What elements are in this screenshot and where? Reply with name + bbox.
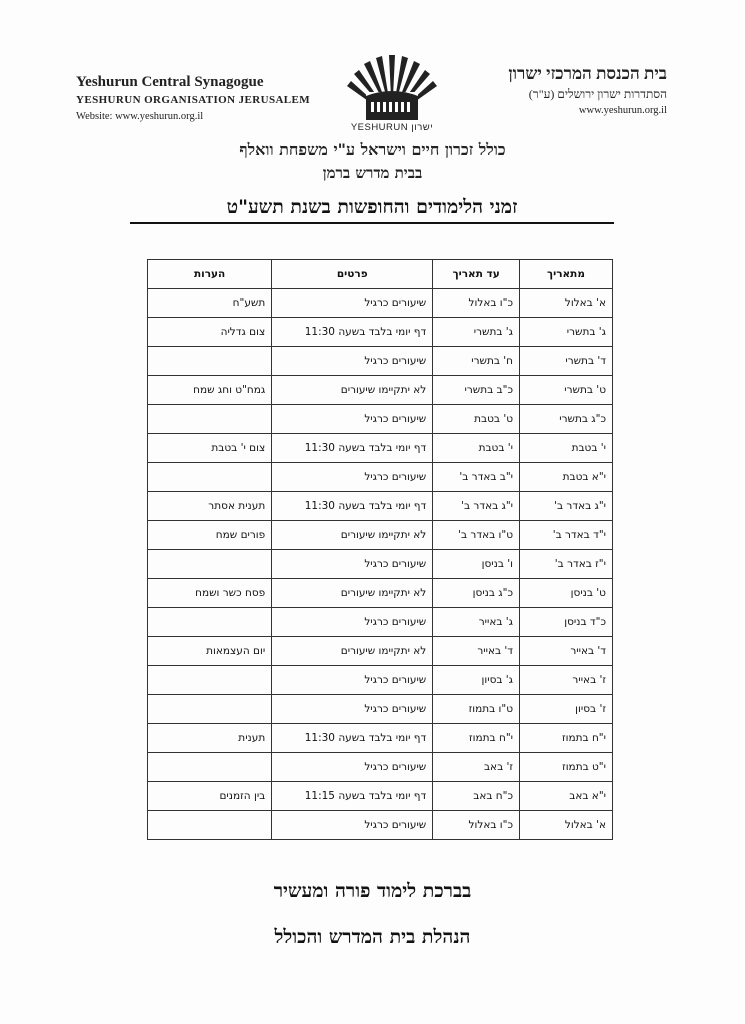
schedule-table <box>147 259 613 840</box>
cell-details: דף יומי בלבד בשעה 11:30 <box>272 318 433 347</box>
org-english-website: Website: www.yeshurun.org.il <box>76 111 204 122</box>
cell-to-date: י' בטבת <box>433 434 520 463</box>
cell-notes: צום י' בטבת <box>148 434 272 463</box>
cell-details: דף יומי בלבד בשעה 11:15 <box>272 782 433 811</box>
cell-details: שיעורים כרגיל <box>272 666 433 695</box>
cell-notes <box>148 811 272 840</box>
header-notes: הערות <box>148 260 272 289</box>
cell-from-date: י"א בטבת <box>520 463 613 492</box>
cell-details: שיעורים כרגיל <box>272 463 433 492</box>
org-english-name: Yeshurun Central Synagogue <box>76 74 264 90</box>
cell-to-date: ג' בתשרי <box>433 318 520 347</box>
cell-to-date: ז' באב <box>433 753 520 782</box>
cell-notes <box>148 463 272 492</box>
cell-details: לא יתקיימו שיעורים <box>272 521 433 550</box>
table-row <box>148 637 613 666</box>
cell-from-date: כ"ג בתשרי <box>520 405 613 434</box>
cell-details: דף יומי בלבד בשעה 11:30 <box>272 434 433 463</box>
cell-notes: צום גדליה <box>148 318 272 347</box>
table-row <box>148 666 613 695</box>
cell-notes <box>148 666 272 695</box>
table-row <box>148 550 613 579</box>
cell-details: שיעורים כרגיל <box>272 405 433 434</box>
cell-from-date: י"ז באדר ב' <box>520 550 613 579</box>
cell-to-date: ו' בניסן <box>433 550 520 579</box>
table-row <box>148 289 613 318</box>
table-row <box>148 405 613 434</box>
cell-details: לא יתקיימו שיעורים <box>272 376 433 405</box>
table-row <box>148 579 613 608</box>
table-row <box>148 318 613 347</box>
cell-to-date: כ"ח באב <box>433 782 520 811</box>
cell-notes <box>148 405 272 434</box>
cell-notes: פסח כשר ושמח <box>148 579 272 608</box>
header-from-date: מתאריך <box>520 260 613 289</box>
signature-line: הנהלת בית המדרש והכולל <box>274 926 471 948</box>
table-row <box>148 608 613 637</box>
cell-to-date: ט' בטבת <box>433 405 520 434</box>
org-hebrew-block <box>427 64 667 116</box>
table-row <box>148 492 613 521</box>
blessing-line: בברכת לימוד פורה ומעשיר <box>273 880 472 902</box>
cell-to-date: ג' בסיון <box>433 666 520 695</box>
table-row <box>148 347 613 376</box>
cell-notes: פורים שמח <box>148 521 272 550</box>
org-english-subtitle: YESHURUN ORGANISATION JERUSALEM <box>76 94 311 106</box>
cell-details: שיעורים כרגיל <box>272 550 433 579</box>
cell-to-date: ג' באייר <box>433 608 520 637</box>
cell-notes: תשע"ח <box>148 289 272 318</box>
table-row <box>148 434 613 463</box>
cell-details: דף יומי בלבד בשעה 11:30 <box>272 492 433 521</box>
table-row <box>148 811 613 840</box>
cell-from-date: י"א באב <box>520 782 613 811</box>
cell-from-date: י' בטבת <box>520 434 613 463</box>
cell-details: שיעורים כרגיל <box>272 695 433 724</box>
cell-to-date: י"ג באדר ב' <box>433 492 520 521</box>
table-row <box>148 463 613 492</box>
cell-to-date: י"ב באדר ב' <box>433 463 520 492</box>
table-row <box>148 782 613 811</box>
cell-to-date: כ"ג בניסן <box>433 579 520 608</box>
cell-notes <box>148 608 272 637</box>
cell-details: שיעורים כרגיל <box>272 753 433 782</box>
cell-notes <box>148 550 272 579</box>
cell-from-date: י"ד באדר ב' <box>520 521 613 550</box>
logo-caption: YESHURUN ישרון <box>350 122 434 133</box>
cell-notes <box>148 753 272 782</box>
cell-from-date: ז' בסיון <box>520 695 613 724</box>
cell-from-date: י"ח בתמוז <box>520 724 613 753</box>
org-hebrew-subtitle: הסתדרות ישרון ירושלים (ע"ר) <box>528 87 667 101</box>
cell-from-date: ד' באייר <box>520 637 613 666</box>
header-details: פרטים <box>272 260 433 289</box>
schedule-title: זמני הלימודים והחופשות בשנת תשע"ט <box>130 196 614 224</box>
cell-to-date: ח' בתשרי <box>433 347 520 376</box>
cell-details: שיעורים כרגיל <box>272 811 433 840</box>
cell-from-date: י"ט בתמוז <box>520 753 613 782</box>
cell-from-date: א' באלול <box>520 811 613 840</box>
cell-notes <box>148 347 272 376</box>
cell-details: שיעורים כרגיל <box>272 608 433 637</box>
cell-details: דף יומי בלבד בשעה 11:30 <box>272 724 433 753</box>
cell-notes: תענית אסתר <box>148 492 272 521</box>
cell-to-date: כ"ו באלול <box>433 811 520 840</box>
cell-from-date: ט' בניסן <box>520 579 613 608</box>
cell-to-date: ט"ו בתמוז <box>433 695 520 724</box>
table-row <box>148 376 613 405</box>
table-row <box>148 724 613 753</box>
cell-from-date: ז' באייר <box>520 666 613 695</box>
table-header-row <box>148 260 613 289</box>
cell-notes: תענית <box>148 724 272 753</box>
table-row <box>148 753 613 782</box>
cell-from-date: ד' בתשרי <box>520 347 613 376</box>
cell-from-date: י"ג באדר ב' <box>520 492 613 521</box>
table-row <box>148 695 613 724</box>
schedule-table-body <box>148 289 613 840</box>
cell-details: לא יתקיימו שיעורים <box>272 637 433 666</box>
org-hebrew-name: בית הכנסת המרכזי ישרון <box>508 64 667 83</box>
cell-to-date: כ"ב בתשרי <box>433 376 520 405</box>
org-english-block <box>76 74 336 122</box>
table-row <box>148 521 613 550</box>
cell-notes: גמח"ט וחג שמח <box>148 376 272 405</box>
cell-from-date: כ"ד בניסן <box>520 608 613 637</box>
org-hebrew-website: www.yeshurun.org.il <box>578 105 667 116</box>
cell-notes <box>148 695 272 724</box>
cell-notes: בין הזמנים <box>148 782 272 811</box>
header-to-date: עד תאריך <box>433 260 520 289</box>
cell-to-date: כ"ו באלול <box>433 289 520 318</box>
cell-details: לא יתקיימו שיעורים <box>272 579 433 608</box>
cell-details: שיעורים כרגיל <box>272 289 433 318</box>
kollel-name-heading: כולל זכרון חיים וישראל ע"י משפחת וואלף <box>239 140 506 159</box>
cell-details: שיעורים כרגיל <box>272 347 433 376</box>
cell-to-date: ט"ו באדר ב' <box>433 521 520 550</box>
cell-from-date: ג' בתשרי <box>520 318 613 347</box>
cell-from-date: ט' בתשרי <box>520 376 613 405</box>
cell-to-date: י"ח בתמוז <box>433 724 520 753</box>
cell-from-date: א' באלול <box>520 289 613 318</box>
beit-midrash-heading: בבית מדרש ברמן <box>322 164 423 182</box>
cell-notes: יום העצמאות <box>148 637 272 666</box>
cell-to-date: ד' באייר <box>433 637 520 666</box>
